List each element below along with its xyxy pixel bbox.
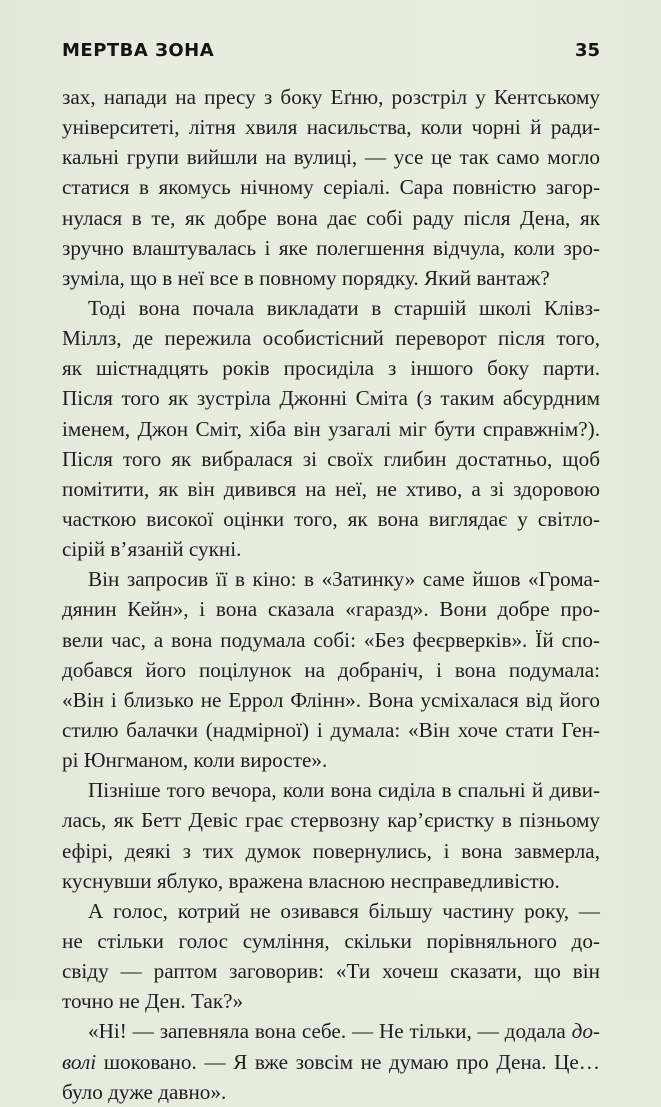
body-text <box>62 82 600 1107</box>
text-line: було дуже давно». <box>62 1079 227 1104</box>
text-line: рі Юнгманом, коли виросте». <box>62 748 328 773</box>
text-line: зручно влаштувалась і яке полегшення відчула, коли зро- <box>62 235 600 260</box>
italic-text-run: волі <box>62 1049 97 1074</box>
text-line: добався його поцілунок на добраніч, і вона подумала: <box>62 657 600 682</box>
text-line: дянин Кейн», і вона сказала «гаразд». Вони добре про- <box>62 597 600 622</box>
text-run: шоковано. — Я вже зовсім не думаю про Дена. Це… <box>96 1049 600 1074</box>
text-line: кальні групи вийшли на вулиці, — усе це так само могло <box>62 145 600 170</box>
text-line: часткою високої оцінки того, як вона виглядає у світло- <box>62 506 600 531</box>
text-line: точно не Ден. Так?» <box>62 989 244 1014</box>
text-line: куснувши яблуко, вражена власною несправедливістю. <box>62 868 560 893</box>
text-line: статися в якомусь нічному серіалі. Сара повністю загор- <box>62 175 600 200</box>
text-line: свіду — раптом заговорив: «Ти хочеш сказати, що він <box>62 959 600 984</box>
text-line: Тоді вона почала викладати в старшій школі Клівз- <box>88 295 600 320</box>
text-line: стилю балачки (надмірної) і думала: «Він хоче стати Ген- <box>62 717 600 742</box>
text-line: зах, напади на пресу з боку Еґню, розстріл у Кентському <box>62 85 600 109</box>
text-line: сірій в’язаній сукні. <box>62 537 242 562</box>
text-line: університеті, літня хвиля насильства, коли чорні й ради- <box>62 115 600 140</box>
text-line: лась, як Бетт Девіс грає стервозну кар’єристку в пізньому <box>62 808 600 833</box>
text-run: «Ні! — запевняла вона себе. — Не тільки, — додала <box>88 1019 572 1044</box>
text-line: «Він і близько не Еррол Флінн». Вона усміхалася від його <box>62 687 600 712</box>
italic-text-run: до- <box>571 1019 600 1044</box>
text-line: помітити, як він дивився на неї, не хтиво, а зі здоровою <box>62 476 600 501</box>
text-line: вели час, а вона подумала собі: «Без феєрверків». Їй спо- <box>62 627 600 652</box>
running-head <box>62 40 600 68</box>
text-line: Міллз, де пережила особистісний переворот після того, <box>62 326 600 351</box>
text-line: Він запросив її в кіно: в «Затинку» саме йшов «Грома- <box>88 567 600 592</box>
text-line: не стільки голос сумління, скільки порівняльного до- <box>62 928 600 953</box>
text-line: А голос, котрий не озивався більшу частину року, — <box>88 898 600 923</box>
text-line: Після того як вибралася зі своїх глибин достатньо, щоб <box>62 446 600 471</box>
text-line: ефірі, деякі з тих думок повернулись, і вона завмерла, <box>62 838 600 863</box>
text-line: нулася в те, як добре вона дає собі раду після Дена, як <box>62 205 600 230</box>
text-line: Пізніше того вечора, коли вона сиділа в спальні й диви- <box>88 778 600 803</box>
text-line: як шістнадцять років просиділа з іншого боку парти. <box>62 356 600 381</box>
text-line <box>62 1047 600 1077</box>
text-line: іменем, Джон Сміт, хіба він узагалі міг бути справжнім?). <box>62 416 600 441</box>
text-line: Після того як зустріла Джонні Сміта (з таким абсурдним <box>62 386 600 411</box>
text-line <box>62 1016 600 1046</box>
text-line: зуміла, що в неї все в повному порядку. Який вантаж? <box>62 265 550 290</box>
page-number: 35 <box>574 40 600 61</box>
running-head-book-title: МЕРТВА ЗОНА <box>62 40 215 61</box>
